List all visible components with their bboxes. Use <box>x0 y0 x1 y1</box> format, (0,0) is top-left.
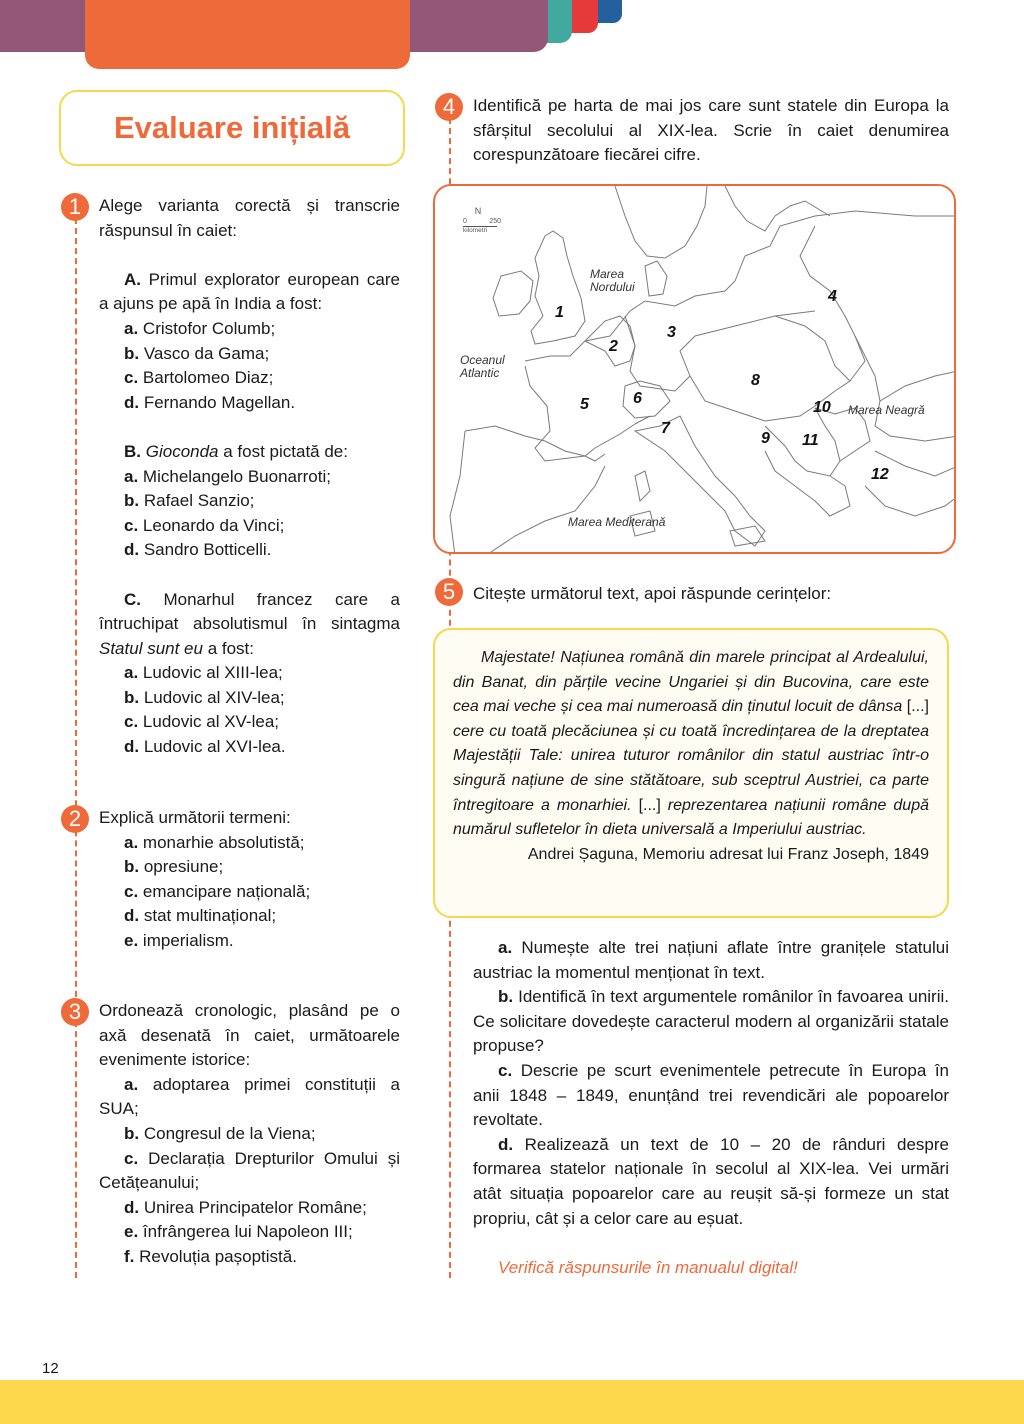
map-number-5: 5 <box>580 396 589 413</box>
question-a-option: a. Cristofor Columb; <box>124 318 276 338</box>
exercise-5-prompt: Citește următorul text, apoi răspunde cerințelor: <box>473 584 832 603</box>
exercise-4-prompt: Identifică pe harta de mai jos care sunt statele din Europa la sfârșitul secolului al XIX-lea. Scrie în caiet denumirea corespunzătoare fiecărei cifre. <box>473 96 949 165</box>
europe-map <box>433 184 956 554</box>
page-number: 12 <box>42 1360 59 1377</box>
exercise-3-prompt: Ordonează cronologic, plasând pe o axă desenată în caiet, următoarele evenimente istorice: <box>99 1001 400 1070</box>
task-item: d. Realizează un text de 10 – 20 de rânduri despre formarea statelor naționale în secolul al XIX-lea. Vei urmări atât situația popoarelor care au reușit să-și formeze un stat propriu, cât și a celor care au eșuat. <box>473 1134 949 1228</box>
task-item: a. Numește alte trei națiuni aflate între granițele statului austriac la momentul menționat în text. <box>473 938 949 982</box>
banner-tab-orange <box>85 0 410 69</box>
event-item: c. Declarația Drepturilor Omului și Cetățeanului; <box>99 1148 400 1193</box>
event-item: b. Congresul de la Viena; <box>124 1123 316 1143</box>
map-number-10: 10 <box>813 399 831 416</box>
term-item: e. imperialism. <box>124 930 234 950</box>
question-a-option: c. Bartolomeo Diaz; <box>124 368 274 388</box>
map-number-8: 8 <box>751 372 760 389</box>
source-quote-box <box>433 628 949 918</box>
event-item: a. adoptarea primei constituții a SUA; <box>99 1074 400 1119</box>
page-title-box <box>59 90 405 166</box>
source-quote-text: Majestate! Națiunea română din marele principat al Ardealului, din Banat, din părțile vecine Ungariei și din Bucovina, care este cea mai veche și cea mai numeroasă din ținutul locuit de dânsa [...] cere cu toată plecăciunea și cu toată încredințarea de la dreptatea Majestății Tale: unirea tuturor românilor din statul austriac într-o singură națiune de sine stătătoare, sub sceptrul Austriei, ca parte întregitoare a monarhiei. [...] reprezentarea națiunii române după numărul sufletelor în dieta universală a Imperiului austriac. <box>453 649 929 839</box>
exercise-2-badge: 2 <box>61 805 89 833</box>
map-number-4: 4 <box>828 288 837 305</box>
map-number-9: 9 <box>761 430 770 447</box>
question-b: B. Gioconda a fost pictată de: <box>124 441 348 461</box>
question-b-option: b. Rafael Sanzio; <box>124 491 255 511</box>
question-b-option: d. Sandro Botticelli. <box>124 540 272 560</box>
term-item: b. opresiune; <box>124 857 224 877</box>
exercise-1-prompt: Alege varianta corectă și transcrie răspunsul în caiet: <box>99 196 400 240</box>
verify-answers-note: Verifică răspunsurile în manualul digital! <box>498 1257 798 1277</box>
map-number-2: 2 <box>609 338 618 355</box>
map-number-3: 3 <box>667 324 676 341</box>
question-b-option: c. Leonardo da Vinci; <box>124 515 285 535</box>
task-item: b. Identifică în text argumentele românilor în favoarea unirii. Ce solicitare dovedește caracterul modern al organizării statale propuse? <box>473 987 949 1056</box>
question-a-option: d. Fernando Magellan. <box>124 392 296 412</box>
map-outline-graphic <box>435 186 956 554</box>
question-c-option: c. Ludovic al XV-lea; <box>124 712 280 732</box>
exercise-3 <box>99 999 400 1270</box>
question-c: C. Monarhul francez care a întruchipat absolutismul în sintagma Statul sunt eu a fost: <box>99 589 400 658</box>
exercise-5-tasks <box>473 936 949 1280</box>
task-item: c. Descrie pe scurt evenimentele petrecute în Europa în anii 1848 – 1849, enunțând trei revendicări ale popoarelor revoltate. <box>473 1060 950 1130</box>
map-number-12: 12 <box>871 466 889 483</box>
question-c-option: b. Ludovic al XIV-lea; <box>124 687 285 707</box>
footer-bar <box>0 1380 1024 1424</box>
term-item: c. emancipare națională; <box>124 881 311 901</box>
question-c-option: d. Ludovic al XVI-lea. <box>124 737 286 757</box>
map-number-1: 1 <box>555 304 564 321</box>
exercise-4-badge: 4 <box>435 93 463 121</box>
map-label-black-sea: Marea Neagră <box>848 403 925 417</box>
left-column-divider <box>75 218 77 1278</box>
map-number-7: 7 <box>661 420 670 437</box>
term-item: d. stat multinațional; <box>124 906 277 926</box>
exercise-3-badge: 3 <box>61 998 89 1026</box>
exercise-2 <box>99 806 400 954</box>
exercise-5-badge: 5 <box>435 578 463 606</box>
exercise-1 <box>99 194 400 760</box>
event-item: e. înfrângerea lui Napoleon III; <box>124 1222 353 1242</box>
page-title: Evaluare inițială <box>113 110 351 145</box>
exercise-2-prompt: Explică următorii termeni: <box>99 808 291 827</box>
map-number-11: 11 <box>802 432 819 449</box>
event-item: f. Revoluția pașoptistă. <box>124 1246 297 1266</box>
map-label-atlantic: Oceanul Atlantic <box>460 353 505 380</box>
question-a: A. Primul explorator european care a ajuns pe apă în India a fost: <box>99 269 400 314</box>
source-citation: Andrei Șaguna, Memoriu adresat lui Franz Joseph, 1849 <box>527 845 929 863</box>
term-item: a. monarhie absolutistă; <box>124 832 305 852</box>
event-item: d. Unirea Principatelor Române; <box>124 1197 367 1217</box>
map-number-6: 6 <box>633 390 642 407</box>
question-b-option: a. Michelangelo Buonarroti; <box>124 466 331 486</box>
question-c-option: a. Ludovic al XIII-lea; <box>124 663 283 683</box>
question-a-option: b. Vasco da Gama; <box>124 343 270 363</box>
map-label-north-sea: Marea Nordului <box>590 267 635 294</box>
exercise-1-badge: 1 <box>61 193 89 221</box>
compass: N 0 250 kilometri <box>463 206 501 234</box>
map-label-mediterranean: Marea Mediterană <box>568 515 666 529</box>
